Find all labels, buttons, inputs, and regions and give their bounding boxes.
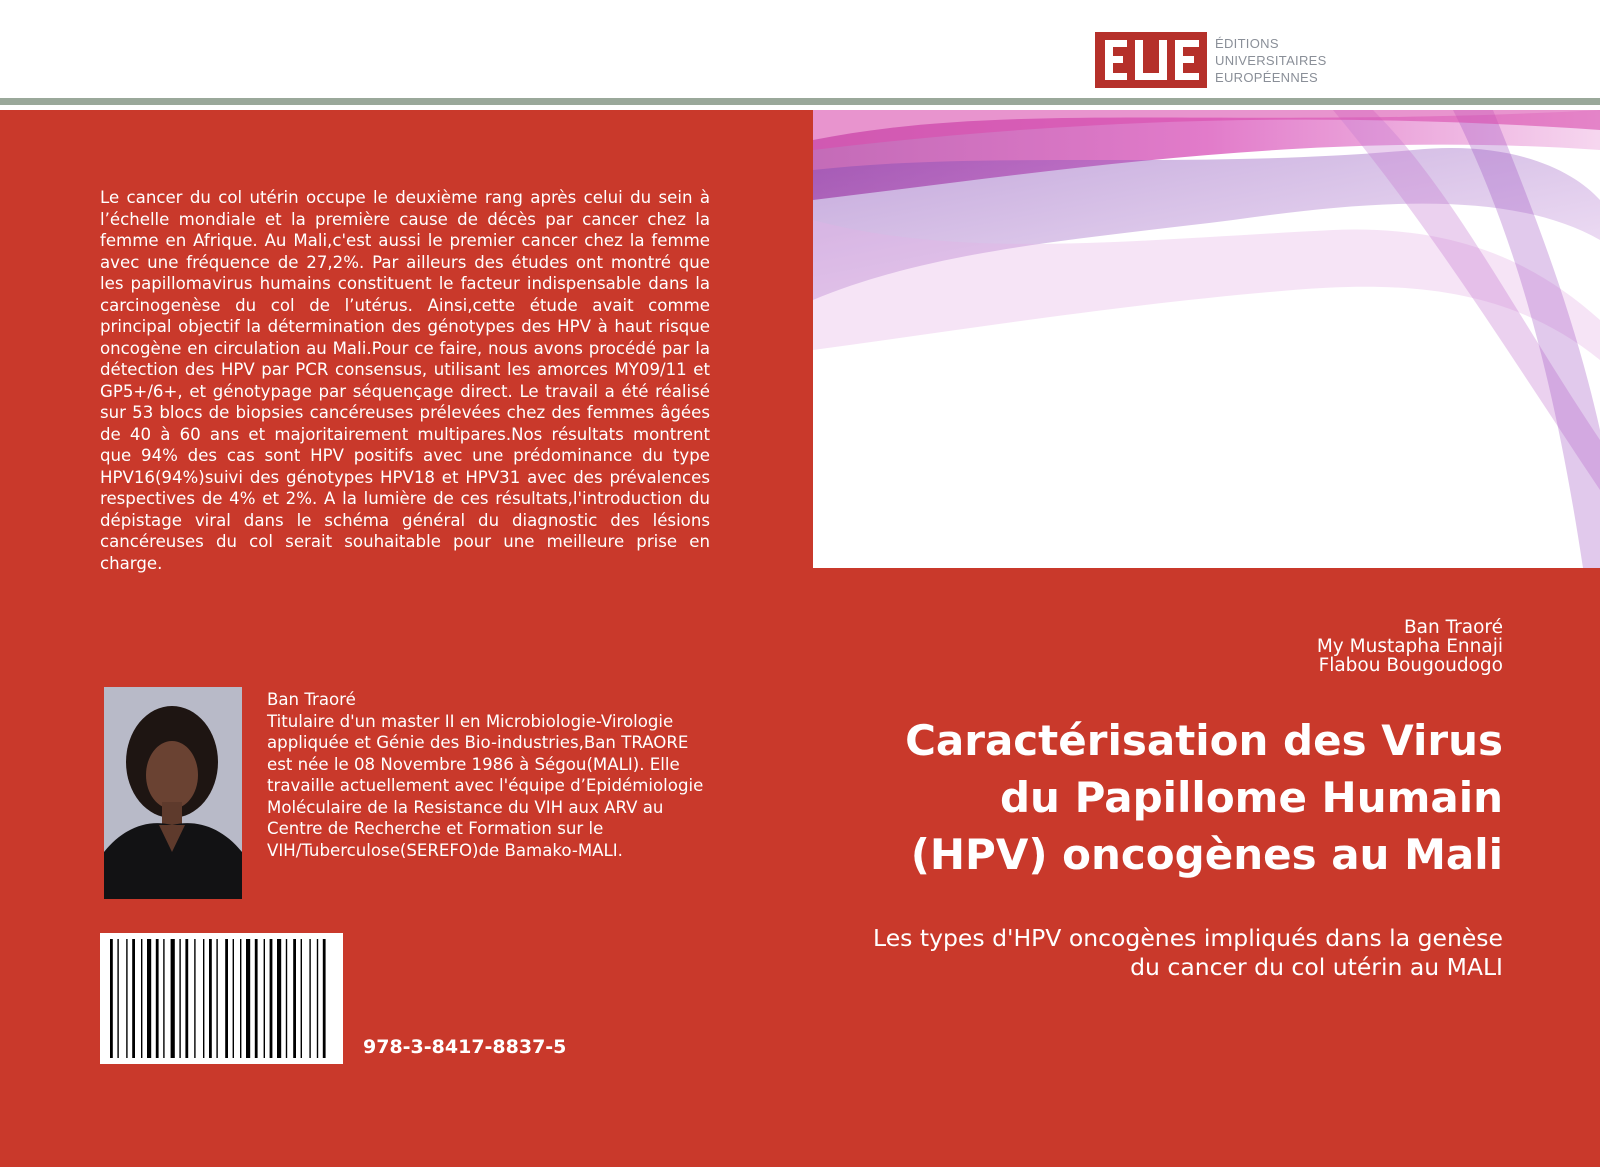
barcode-bar — [277, 939, 281, 1058]
cover-artwork — [813, 110, 1600, 568]
barcode-bar — [216, 939, 217, 1058]
barcode-bar — [233, 939, 234, 1058]
publisher-logo — [1095, 32, 1207, 88]
publisher-header — [0, 0, 1600, 98]
barcode-bar — [117, 939, 118, 1058]
barcode — [100, 933, 343, 1064]
author-photo — [104, 687, 242, 899]
barcode-bar — [323, 939, 326, 1058]
publisher-line: EUROPÉENNES — [1215, 70, 1318, 85]
publisher-name — [1215, 35, 1327, 86]
barcode-bar — [141, 939, 142, 1058]
author-name: Flabou Bougoudogo — [1318, 655, 1503, 676]
barcode-bar — [270, 939, 273, 1058]
swirl-graphic — [813, 110, 1600, 568]
barcode-bar — [246, 939, 250, 1058]
barcode-bar — [286, 939, 287, 1058]
barcode-bar — [132, 939, 135, 1058]
isbn-number: 978-3-8417-8837-5 — [363, 1036, 567, 1058]
book-title: Caractérisation des Virus du Papillome Humain (HPV) oncogènes au Mali — [905, 716, 1503, 879]
barcode-bar — [293, 939, 296, 1058]
barcode-bar — [301, 939, 302, 1058]
barcode-bar — [194, 939, 195, 1058]
barcode-bar — [225, 939, 228, 1058]
book-subtitle: Les types d'HPV oncogènes impliqués dans la genèse du cancer du col utérin au MALI — [873, 924, 1503, 981]
author-name: Ban Traoré — [1403, 617, 1503, 638]
barcode-bar — [255, 939, 258, 1058]
barcode-bar — [147, 939, 151, 1058]
barcode-bar — [156, 939, 159, 1058]
author-bio — [267, 689, 717, 861]
barcode-bar — [185, 939, 188, 1058]
bio-text: Titulaire d'un master II en Microbiologie-Virologie appliquée et Génie des Bio-industries,Ban TRAORE est née le 08 Novembre 1986 à Ségou(MALI). Elle travaille actuellement avec l'équipe d’Epidémiologie Moléculaire de la Resistance du VIH aux ARV au Centre de Recherche et Formation sur le VIH/Tuberculose(SEREFO)de Bamako-MALI. — [267, 711, 704, 860]
barcode-bar — [110, 939, 113, 1058]
barcode-bar — [203, 939, 204, 1058]
barcode-bar — [309, 939, 310, 1058]
barcode-bar — [317, 939, 318, 1058]
barcode-bar — [209, 939, 212, 1058]
author-list — [1317, 618, 1503, 675]
barcode-bar — [126, 939, 127, 1058]
header-stripe — [0, 98, 1600, 105]
barcode-bar — [179, 939, 180, 1058]
barcode-bar — [240, 939, 241, 1058]
bio-name: Ban Traoré — [267, 690, 356, 709]
publisher-line: ÉDITIONS — [1215, 36, 1279, 51]
barcode-bar — [171, 939, 175, 1058]
barcode-bar — [264, 939, 265, 1058]
publisher-line: UNIVERSITAIRES — [1215, 53, 1327, 68]
author-name: My Mustapha Ennaji — [1316, 636, 1503, 657]
back-cover-blurb: Le cancer du col utérin occupe le deuxième rang après celui du sein à l’échelle mondiale et la première cause de décès par cancer chez la femme en Afrique. Au Mali,c'est aussi le premier cancer chez la femme avec une fréquence de 27,2%. Par ailleurs des études ont montré que les papillomavirus humains constituent le facteur indispensable dans la carcinogenèse du col de l’utérus. Ainsi,cette étude avait comme principal objectif la détermination des génotypes des HPV à haut risque oncogène en circulation au Mali.Pour ce faire, nous avons procédé par la détection des HPV par PCR consensus, utilisant les amorces MY09/11 et GP5+/6+, et génotypage par séquençage direct. Le travail a été réalisé sur 53 blocs de biopsies cancéreuses prélevées chez des femmes âgées de 40 à 60 ans et majoritairement multipares.Nos résultats montrent que 94% des cas sont HPV positifs avec une prédominance du type HPV16(94%)suivi des génotypes HPV18 et HPV31 avec des prévalences respectives de 4% et 2%. A la lumière de ces résultats,l'introduction du dépistage viral dans le schéma général du diagnostic des lésions cancéreuses du col serait souhaitable pour une meilleure prise en charge. — [100, 188, 710, 573]
barcode-bar — [163, 939, 164, 1058]
